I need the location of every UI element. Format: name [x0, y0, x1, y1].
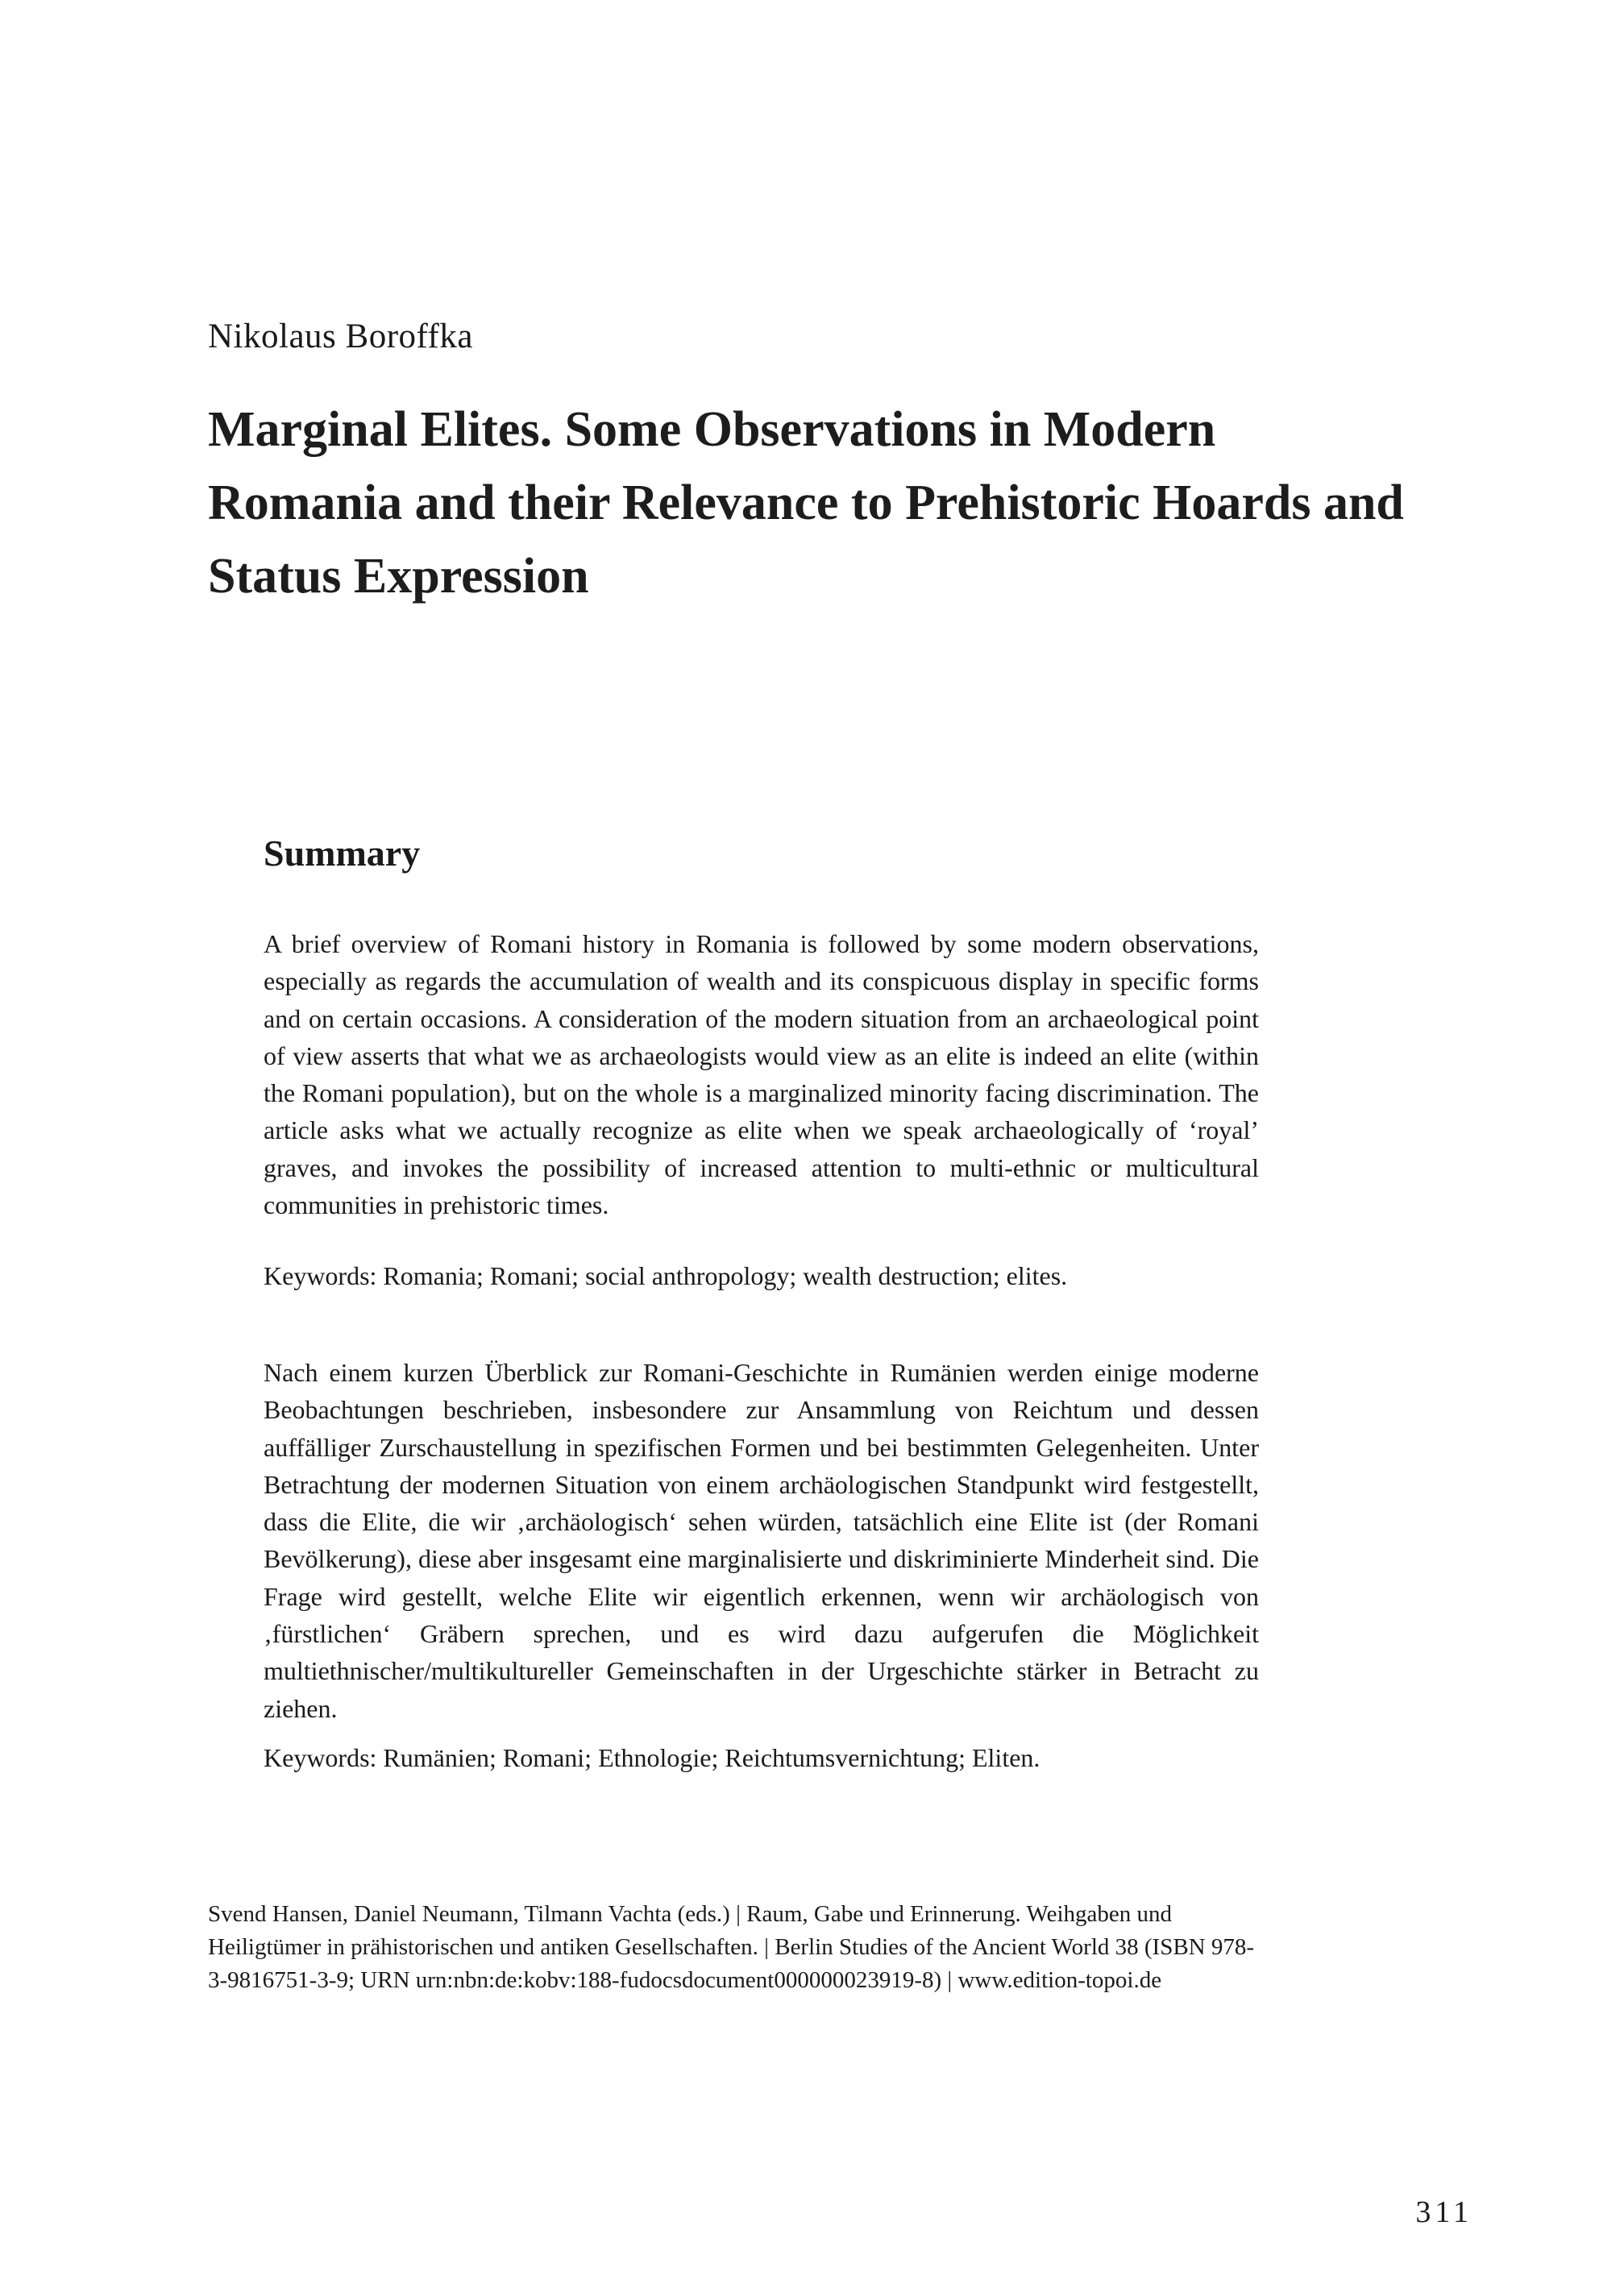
keywords-german: Keywords: Rumänien; Romani; Ethnologie; Reichtumsvernichtung; Eliten. [264, 1743, 1040, 1772]
abstract-german: Nach einem kurzen Überblick zur Romani-Geschichte in Rumänien werden einige moderne Beobachtungen beschrieben, insbesondere zur Ansammlung von Reichtum und dessen auffälliger Zurschaustellung in spezifischen Formen und bei bestimmten Gelegenheiten. Unter Betrachtung der modernen Situation von einem archäologischen Standpunkt wird festgestellt, dass die Elite, die wir ‚archäologisch‘ sehen würden, tatsächlich eine Elite ist (der Romani Bevölkerung), diese aber insgesamt eine marginalisierte und diskriminierte Minderheit sind. Die Frage wird gestellt, welche Elite wir eigentlich erkennen, wenn wir archäologisch von ‚fürstlichen‘ Gräbern sprechen, und es wird dazu aufgerufen die Möglichkeit multiethnischer/multikultureller Gemeinschaften in der Urgeschichte stärker in Betracht zu ziehen. [264, 1358, 1259, 1723]
article-title: Marginal Elites. Some Observations in Modern Romania and their Relevance to Prehistoric Hoards and Status Expression [208, 402, 1404, 604]
keywords-english: Keywords: Romania; Romani; social anthropology; wealth destruction; elites. [264, 1261, 1068, 1290]
author-name: Nikolaus Boroffka [208, 318, 473, 355]
footer-reference: Svend Hansen, Daniel Neumann, Tilmann Vachta (eds.) | Raum, Gabe und Erinnerung. Weihgaben und Heiligtümer in prähistorischen und antiken Gesellschaften. | Berlin Studies of the Ancient World 38 (ISBN 978-3-9816751-3-9; URN urn:nbn:de:kobv:188-fudocsdocument000000023919-8) | www.edition-topoi.de [208, 1901, 1255, 1993]
abstract-english: A brief overview of Romani history in Romania is followed by some modern observations, especially as regards the accumulation of wealth and its conspicuous display in specific forms and on certain occasions. A consideration of the modern situation from an archaeological point of view asserts that what we as archaeologists would view as an elite is indeed an elite (within the Romani population), but on the whole is a marginalized minority facing discrimination. The article asks what we actually recognize as elite when we speak archaeologically of ‘royal’ graves, and invokes the possibility of increased attention to multi-ethnic or multicultural communities in prehistoric times. [264, 929, 1259, 1220]
page-number: 311 [1415, 2195, 1472, 2229]
summary-heading: Summary [264, 833, 421, 874]
